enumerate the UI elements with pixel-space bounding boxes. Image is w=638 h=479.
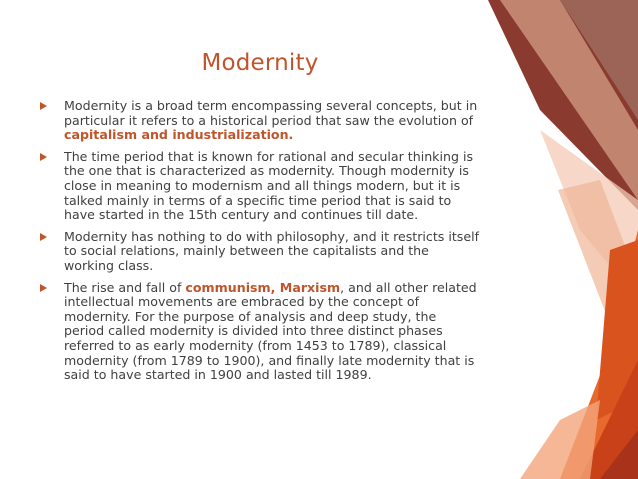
bullet-text: The rise and fall of	[64, 279, 186, 295]
slide-title: Modernity	[201, 50, 319, 76]
triangle-bullet-icon	[40, 233, 47, 241]
bullet-highlight: communism, Marxism	[185, 279, 341, 295]
bullet-text: Modernity is a broad term encompassing several concepts, but in particular it refers to a historical period that saw the evolution of	[64, 98, 478, 128]
triangle-bullet-icon	[40, 153, 47, 161]
bullet-text: Modernity has nothing to do with philosophy, and it restricts itself to social relations, mainly between the capitalists and the working class.	[64, 228, 480, 273]
bullet-list	[40, 99, 480, 390]
bullet-item	[40, 150, 480, 223]
bullet-text: The time period that is known for rational and secular thinking is the one that is characterized as modernity. Though modernity is close in meaning to modernism and all things modern, but it is talked mainly in terms of a specific time period that is said to have started in the 15th century and continues till date.	[64, 148, 474, 223]
bullet-item	[40, 99, 480, 143]
facet-salmon-bottom	[520, 400, 600, 479]
triangle-bullet-icon	[40, 102, 47, 110]
bullet-highlight: capitalism and industrialization.	[64, 127, 294, 143]
triangle-bullet-icon	[40, 284, 47, 292]
bullet-item	[40, 281, 480, 383]
bullet-text-continued: , and all other related intellectual movements are embraced by the concept of modernity. For the purpose of analysis and deep study, the period called modernity is divided into three distinct phases referred to as early modernity (from 1453 to 1789), classical modernity (from 1789 to 1900), and finally late modernity that is said to have started in 1900 and lasted till 1989.	[64, 279, 477, 383]
bullet-item	[40, 230, 480, 274]
